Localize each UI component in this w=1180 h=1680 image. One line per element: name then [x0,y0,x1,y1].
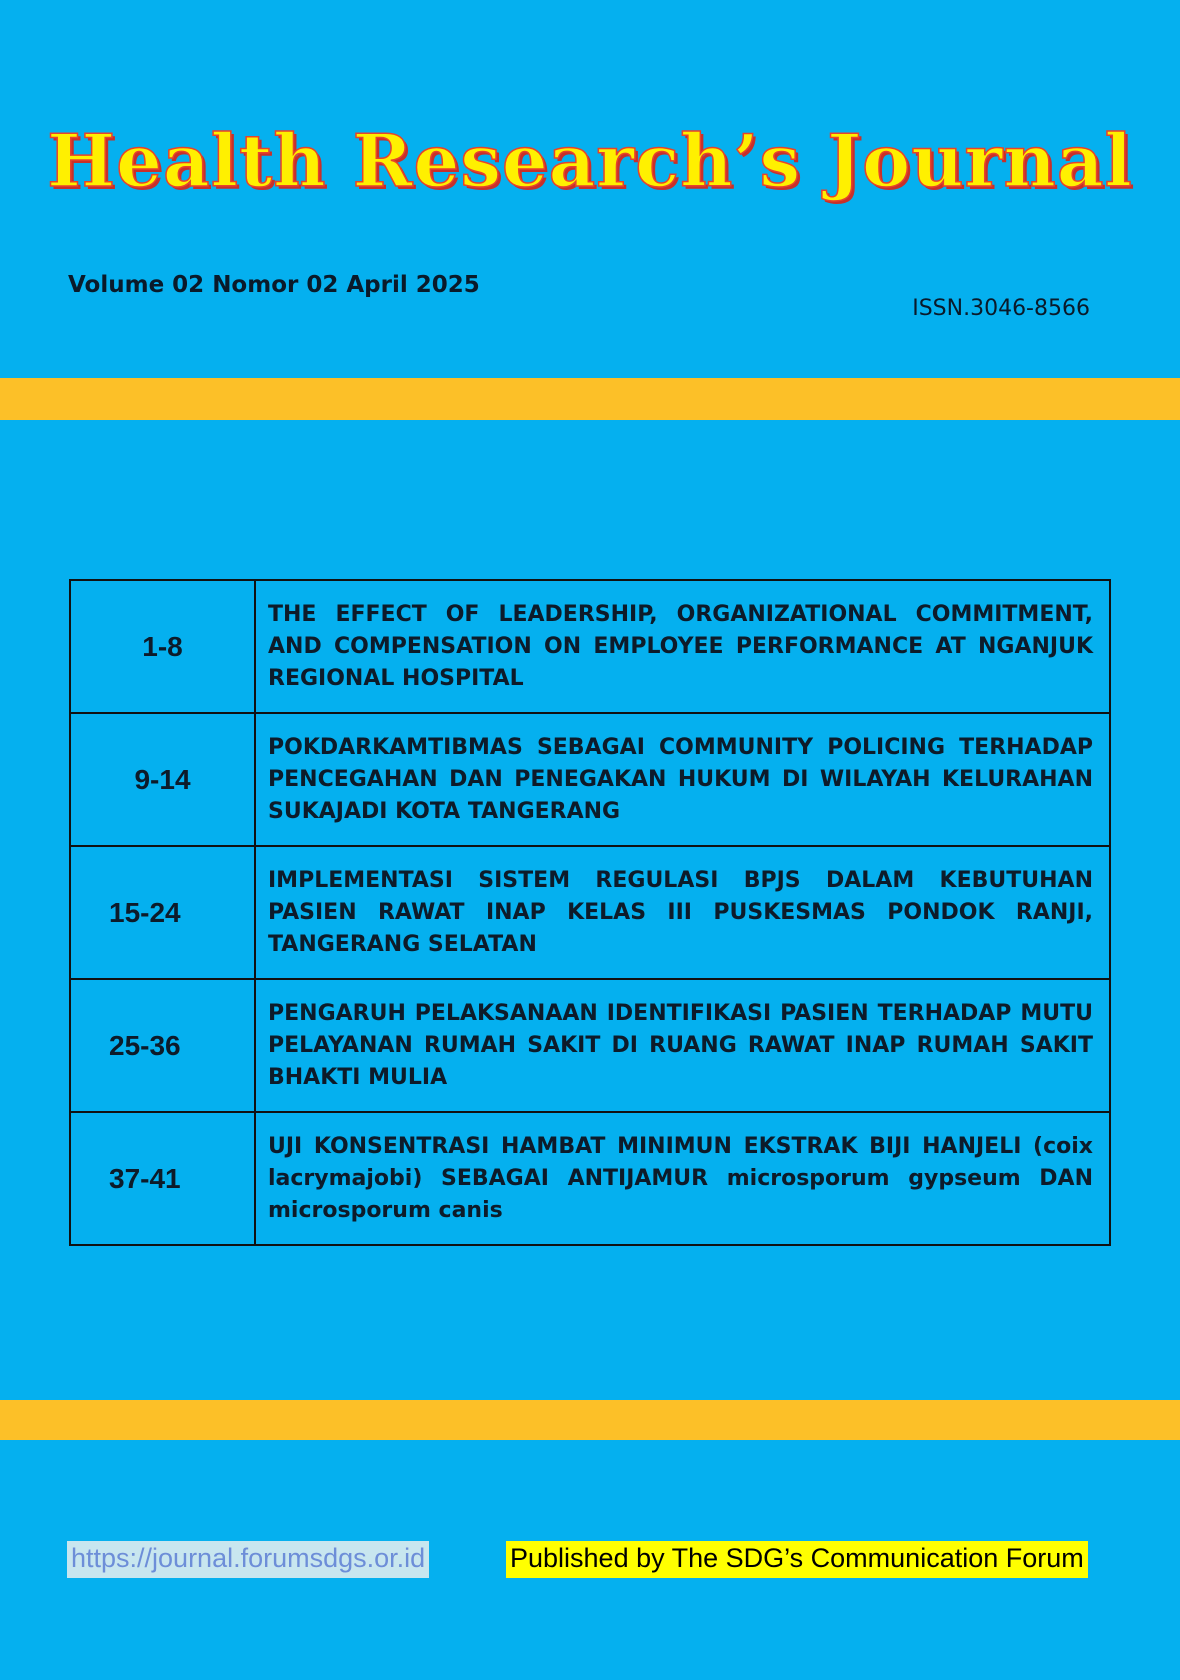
table-row [70,979,1110,1112]
page-range: 15-24 [70,846,255,979]
page-range: 9-14 [70,713,255,846]
issn: ISSN.3046-8566 [912,296,1090,321]
article-title[interactable]: THE EFFECT OF LEADERSHIP, ORGANIZATIONAL COMMITMENT, AND COMPENSATION ON EMPLOYEE PERFORMANCE AT NGANJUK REGIONAL HOSPITAL [255,580,1110,713]
article-title[interactable]: PENGARUH PELAKSANAAN IDENTIFIKASI PASIEN TERHADAP MUTU PELAYANAN RUMAH SAKIT DI RUANG RAWAT INAP RUMAH SAKIT BHAKTI MULIA [255,979,1110,1112]
table-row [70,580,1110,713]
page-range: 25-36 [70,979,255,1112]
top-accent-band [0,378,1180,420]
article-title[interactable]: IMPLEMENTASI SISTEM REGULASI BPJS DALAM KEBUTUHAN PASIEN RAWAT INAP KELAS III PUSKESMAS PONDOK RANJI, TANGERANG SELATAN [255,846,1110,979]
table-row [70,846,1110,979]
journal-title: Health Research’s Journal [47,118,1133,203]
article-title[interactable]: POKDARKAMTIBMAS SEBAGAI COMMUNITY POLICING TERHADAP PENCEGAHAN DAN PENEGAKAN HUKUM DI WILAYAH KELURAHAN SUKAJADI KOTA TANGERANG [255,713,1110,846]
table-row [70,1112,1110,1245]
table-of-contents [69,579,1111,1246]
article-title[interactable]: UJI KONSENTRASI HAMBAT MINIMUN EKSTRAK BIJI HANJELI (coix lacrymajobi) SEBAGAI ANTIJAMUR microsporum gypseum DAN microsporum canis [255,1112,1110,1245]
publisher-label: Published by The SDG’s Communication Forum [506,1541,1088,1578]
journal-url-link[interactable]: https://journal.forumsdgs.or.id [67,1541,429,1578]
volume-info: Volume 02 Nomor 02 April 2025 [68,272,480,298]
bottom-accent-band [0,1400,1180,1440]
table-row [70,713,1110,846]
page-range: 1-8 [70,580,255,713]
page-range: 37-41 [70,1112,255,1245]
